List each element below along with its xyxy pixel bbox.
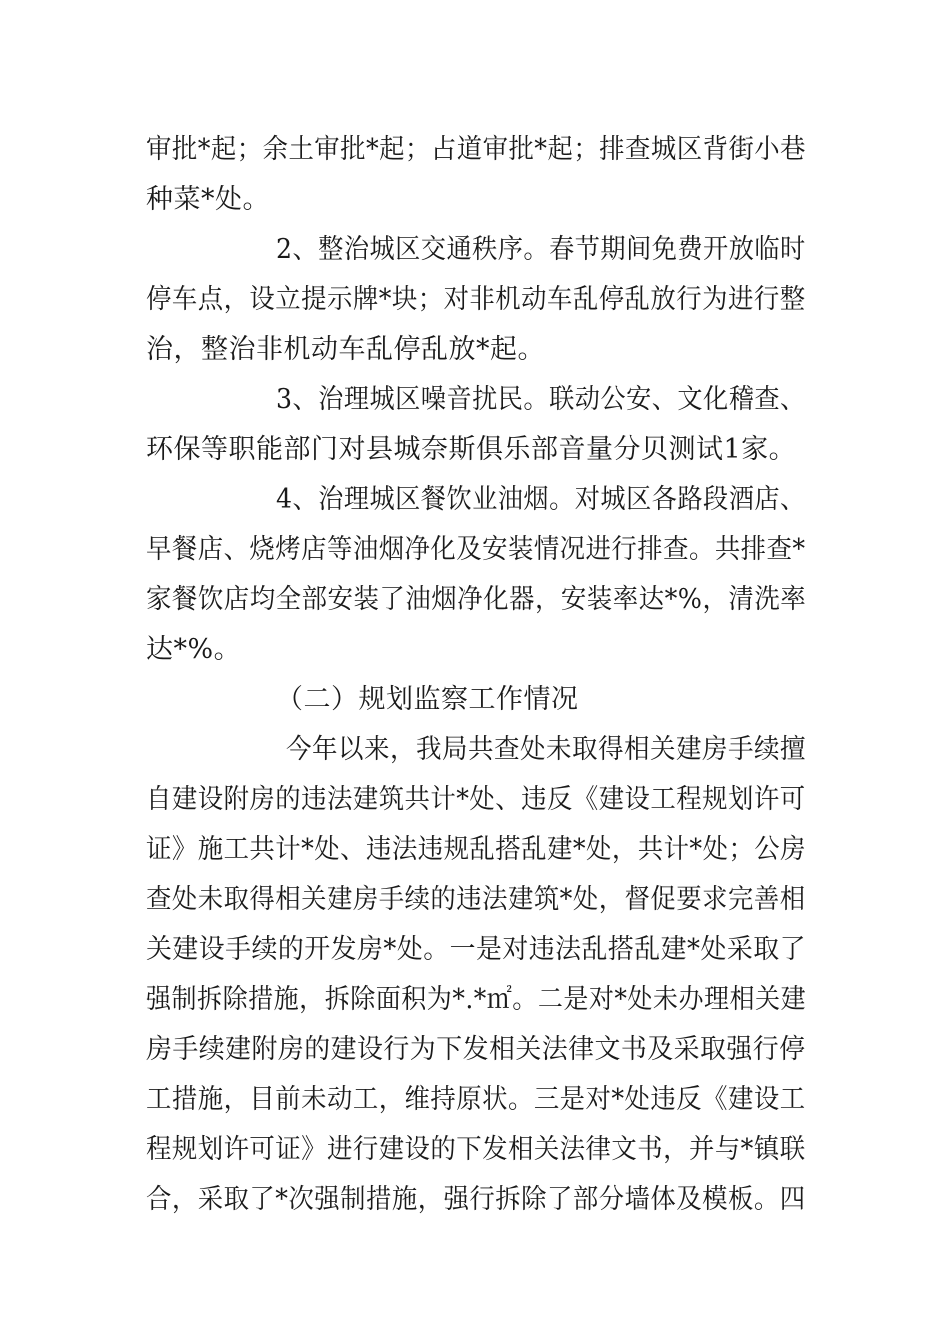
- paragraph-4-start: 今年以来，我局共查处未取得相关建房手续擅: [286, 734, 807, 765]
- text-line: 审批*起；余土审批*起；占道审批*起；排查城区背街小巷: [146, 134, 807, 165]
- text-line: 强制拆除措施，拆除面积为*.*㎡。二是对*处未办理相关建: [146, 984, 807, 1015]
- text-line: 治，整治非机动车乱停乱放*起。: [146, 334, 545, 365]
- text-line: 工措施，目前未动工，维持原状。三是对*处违反《建设工: [146, 1084, 806, 1115]
- text-line: 停车点，设立提示牌*块；对非机动车乱停乱放行为进行整: [146, 284, 806, 315]
- text-line: 合，采取了*次强制措施，强行拆除了部分墙体及模板。四: [146, 1184, 806, 1215]
- text-line: 自建设附房的违法建筑共计*处、违反《建设工程规划许可: [146, 784, 806, 815]
- paragraph-1-start: 2、整治城区交通秩序。春节期间免费开放临时: [276, 234, 806, 265]
- section-heading: （二）规划监察工作情况: [276, 684, 579, 715]
- text-line: 关建设手续的开发房*处。一是对违法乱搭乱建*处采取了: [146, 934, 806, 965]
- text-line: 查处未取得相关建房手续的违法建筑*处，督促要求完善相: [146, 884, 806, 915]
- paragraph-3-start: 4、治理城区餐饮业油烟。对城区各路段酒店、: [276, 484, 806, 515]
- text-line: 证》施工共计*处、违法违规乱搭乱建*处，共计*处；公房: [146, 834, 807, 865]
- text-line: 家餐饮店均全部安装了油烟净化器，安装率达*%，清洗率: [146, 584, 807, 615]
- text-line: 程规划许可证》进行建设的下发相关法律文书，并与*镇联: [146, 1134, 806, 1165]
- text-line: 环保等职能部门对县城奈斯俱乐部音量分贝测试1家。: [146, 434, 797, 465]
- text-line: 达*%。: [146, 634, 242, 665]
- text-line: 早餐店、烧烤店等油烟净化及安装情况进行排查。共排查*: [146, 534, 806, 565]
- paragraph-2-start: 3、治理城区噪音扰民。联动公安、文化稽查、: [276, 384, 806, 415]
- text-line: 种菜*处。: [146, 184, 270, 215]
- text-line: 房手续建附房的建设行为下发相关法律文书及采取强行停: [146, 1034, 806, 1065]
